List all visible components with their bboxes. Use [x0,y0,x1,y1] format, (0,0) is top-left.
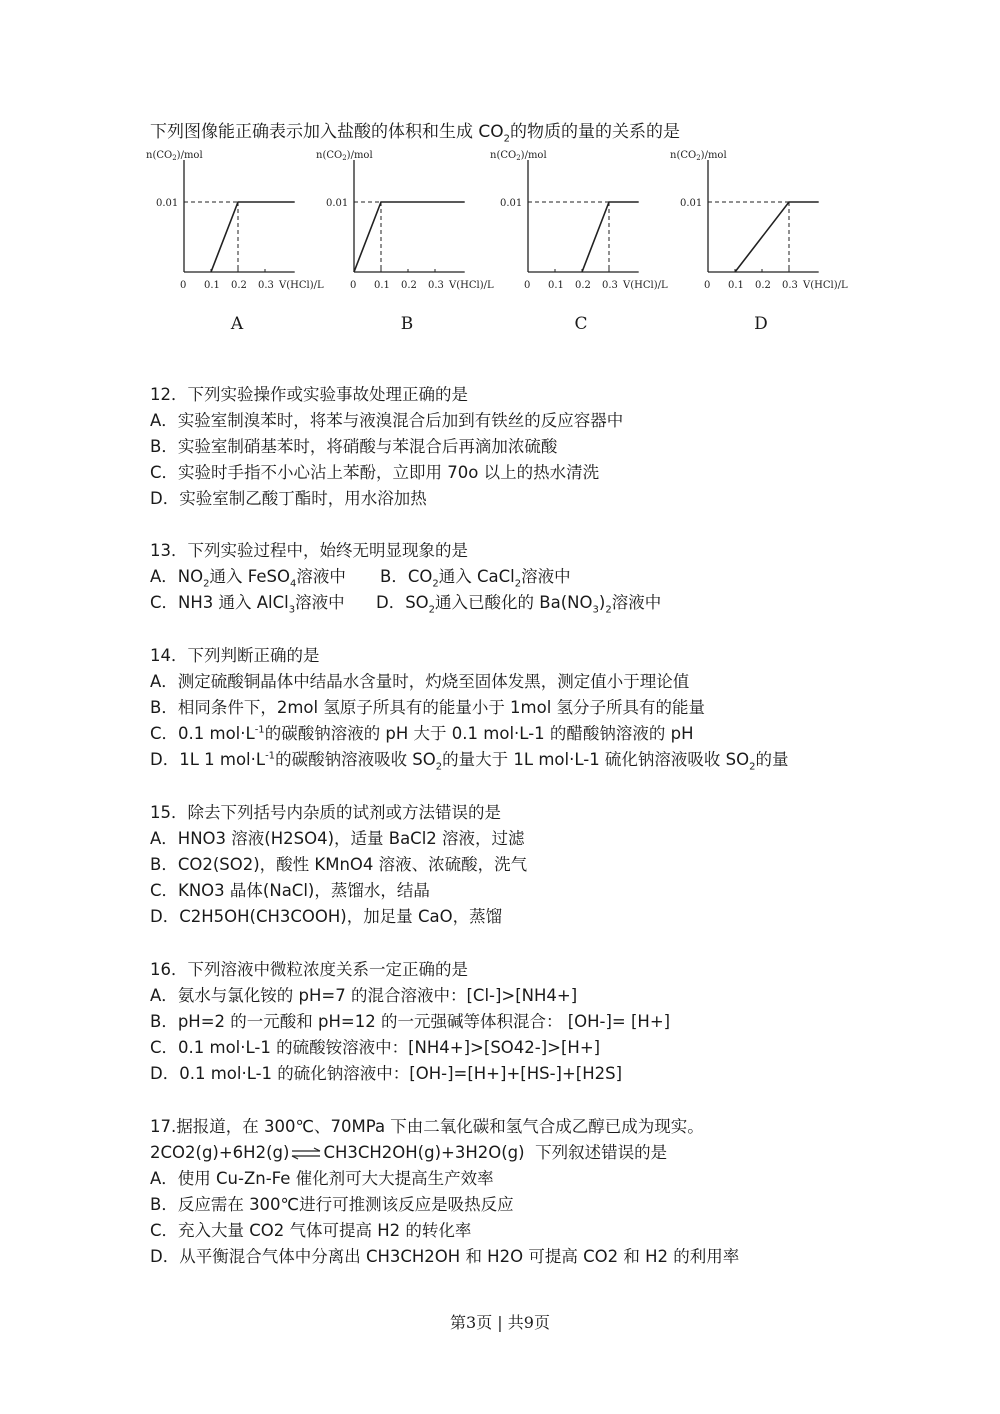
question-12-option-b: B．实验室制硝基苯时，将硝酸与苯混合后再滴加浓硫酸 [150,437,558,456]
x-axis-label: V(HCl)/L [623,280,668,291]
y-tick-label: 0.01 [500,198,523,209]
x-tick-label: 0.3 [428,280,444,291]
graph-c-label: C [574,314,588,334]
question-17 [150,1114,870,1270]
question-12 [150,382,870,512]
question-15-stem: 15．除去下列括号内杂质的试剂或方法错误的是 [150,803,501,822]
question-17-option-d: D．从平衡混合气体中分离出 CH3CH2OH 和 H2O 可提高 CO2 和 H2 的利用率 [150,1247,740,1266]
graph-b-label: B [400,314,414,334]
x-tick-label: 0.3 [258,280,274,291]
graph-question-stem: 下列图像能正确表示加入盐酸的体积和生成 $CO_2$的物质的量的关系的是 [150,122,681,145]
page-footer: 第3页 | 共9页 [450,1313,550,1332]
question-15-option-b: B．CO2(SO2)，酸性 KMnO4 溶液、浓硫酸，洗气 [150,855,528,874]
question-13-stem: 13．下列实验过程中，始终无明显现象的是 [150,541,468,560]
graph-d [670,146,850,341]
x-tick-label: 0.2 [755,280,771,291]
y-tick-label: 0.01 [326,198,349,209]
question-15-option-d: D．C2H5OH(CH3COOH)，加足量 CaO，蒸馏 [150,907,503,926]
y-axis-label: $n(CO_2)$/mol [316,150,373,162]
x-tick-label: 0.2 [575,280,591,291]
question-14-option-a: A．测定硫酸铜晶体中结晶水含量时，灼烧至固体发黑，测定值小于理论值 [150,672,690,691]
graph-a [146,146,326,341]
question-16-option-c: C．0.1 mol·L-1 的硫酸铵溶液中：[NH4+]>[SO42-]>[H+] [150,1038,601,1057]
x-tick-label: 0 [180,280,187,291]
x-axis-label: V(HCl)/L [449,280,494,291]
co2-curve [211,202,295,272]
x-tick-label: 0 [704,280,711,291]
question-14-stem: 14．下列判断正确的是 [150,646,320,665]
x-axis-label: V(HCl)/L [279,280,324,291]
question-12-option-c: C．实验时手指不小心沾上苯酚，立即用 70o 以上的热水清洗 [150,463,600,482]
question-14-option-b: B．相同条件下，2mol 氢原子所具有的能量小于 1mol 氢分子所具有的能量 [150,698,706,717]
graph-d-plot [670,146,850,306]
x-tick-label: 0.2 [401,280,417,291]
y-tick-label: 0.01 [156,198,179,209]
question-12-option-a: A．实验室制溴苯时，将苯与液溴混合后加到有铁丝的反应容器中 [150,411,624,430]
question-15-option-c: C．KNO3 晶体(NaCl)，蒸馏水，结晶 [150,881,430,900]
question-14-option-d: D．1L 1 $mol\cdot L^{-1}$的碳酸钠溶液吸收 $SO_2$的量大于 1L mol·L-1 硫化钠溶液吸收 $SO_2$的量 [150,750,789,773]
question-13-option-c: C．NH3 通入 AlCl$_3$溶液中 [150,593,345,616]
question-14-option-c: C．0.1 $mol\cdot L^{-1}$的碳酸钠溶液的 pH 大于 0.1 mol·L-1 的醋酸钠溶液的 pH [150,724,694,743]
question-16-option-b: B．pH=2 的一元酸和 pH=12 的一元强碱等体积混合： [OH-]= [H+] [150,1012,671,1031]
question-17-option-c: C．充入大量 CO2 气体可提高 H2 的转化率 [150,1221,472,1240]
question-13-option-d: D．$SO_2$通入已酸化的 $Ba(NO_3)_2$溶液中 [376,593,662,616]
question-15 [150,800,870,930]
question-16-stem: 16．下列溶液中微粒浓度关系一定正确的是 [150,960,468,979]
x-tick-label: 0.2 [231,280,247,291]
y-tick-label: 0.01 [680,198,703,209]
question-13-option-a: A．$NO_2$通入 FeSO$_4$溶液中 [150,567,346,590]
graph-a-plot [146,146,326,306]
x-tick-label: 0 [524,280,531,291]
graph-c-plot [490,146,670,306]
x-tick-label: 0.1 [548,280,564,291]
x-tick-label: 0.1 [374,280,390,291]
graph-c [490,146,670,341]
x-tick-label: 0.1 [728,280,744,291]
question-17-option-a: A．使用 Cu-Zn-Fe 催化剂可大大提高生产效率 [150,1169,494,1188]
question-13-options-ab [150,564,870,590]
x-tick-label: 0.3 [602,280,618,291]
question-13-options-cd [150,590,870,616]
graph-d-label: D [754,314,768,334]
graph-options [140,146,870,346]
x-tick-label: 0.3 [782,280,798,291]
graph-b-plot [316,146,496,306]
question-14 [150,643,870,773]
question-12-stem: 12．下列实验操作或实验事故处理正确的是 [150,385,468,404]
question-17-equation: 2CO2(g)+6H2(g) CH3CH2OH(g)+3H2O(g) 下列叙述错误的是 [150,1143,668,1162]
question-12-option-d: D．实验室制乙酸丁酯时，用水浴加热 [150,489,427,508]
question-16-option-d: D．0.1 mol·L-1 的硫化钠溶液中：[OH-]=[H+]+[HS-]+[H2S] [150,1064,623,1083]
co2-curve [735,202,819,272]
question-16-option-a: A．氨水与氯化铵的 pH=7 的混合溶液中：[Cl-]>[NH4+] [150,986,578,1005]
equilibrium-arrow-icon [289,1147,323,1161]
graph-b [316,146,496,341]
co2-curve [354,202,465,272]
question-15-option-a: A．HNO3 溶液(H2SO4)，适量 BaCl2 溶液，过滤 [150,829,525,848]
y-axis-label: $n(CO_2)$/mol [670,150,727,162]
y-axis-label: $n(CO_2)$/mol [490,150,547,162]
graph-a-label: A [230,314,244,334]
question-13-option-b: B．$CO_2$通入 CaCl$_2$溶液中 [380,567,571,590]
co2-curve [582,202,639,272]
x-axis-label: V(HCl)/L [803,280,848,291]
question-17-option-b: B．反应需在 300℃进行可推测该反应是吸热反应 [150,1195,514,1214]
question-17-stem: 17.据报道，在 300℃、70MPa 下由二氧化碳和氢气合成乙醇已成为现实。 [150,1117,704,1136]
y-axis-label: $n(CO_2)$/mol [146,150,203,162]
x-tick-label: 0 [350,280,357,291]
question-16 [150,957,870,1087]
question-13 [150,538,870,616]
x-tick-label: 0.1 [204,280,220,291]
